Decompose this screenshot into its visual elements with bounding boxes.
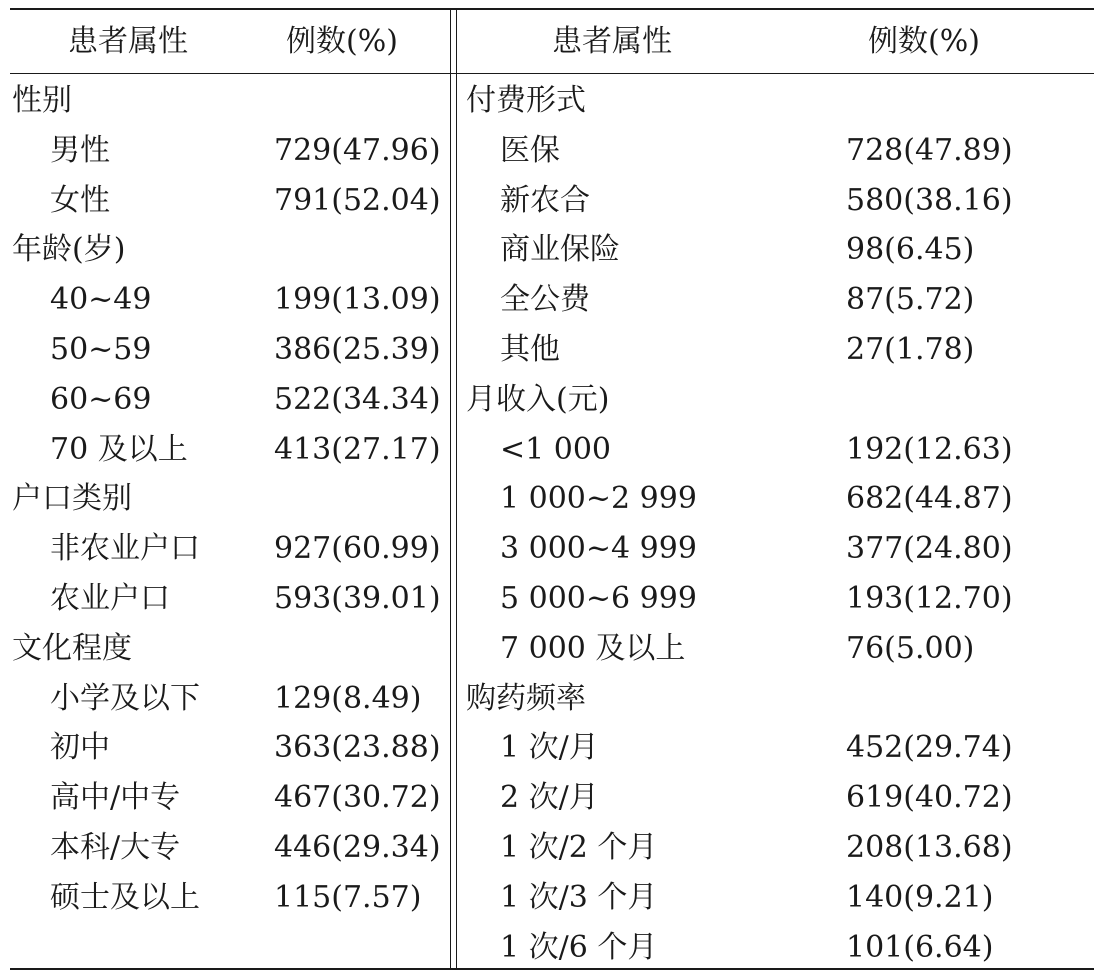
row-count-value: 192(12.63) — [846, 431, 1013, 467]
row-count-value: 452(29.74) — [846, 730, 1013, 766]
row-count-value: 446(29.34) — [274, 829, 441, 865]
row-count-value: 76(5.00) — [846, 630, 975, 666]
table-row — [10, 676, 450, 726]
table-category-row — [10, 476, 450, 526]
row-count-value: 728(47.89) — [846, 132, 1013, 168]
table-column-divider — [450, 8, 457, 970]
table-category-row — [10, 227, 450, 277]
table-category-row — [458, 377, 1094, 427]
row-label: 本科/大专 — [50, 829, 181, 865]
row-count-value: 522(34.34) — [274, 381, 441, 417]
table-row — [458, 128, 1094, 178]
row-label: 2 次/月 — [500, 780, 599, 816]
row-count-value: 199(13.09) — [274, 282, 441, 318]
row-label: 其他 — [500, 331, 560, 367]
table-row — [458, 427, 1094, 477]
table-row — [10, 178, 450, 228]
table-row — [458, 476, 1094, 526]
table-row — [458, 775, 1094, 825]
row-count-value: 115(7.57) — [274, 879, 422, 915]
row-label: 7 000 及以上 — [500, 630, 686, 666]
table-category-row — [10, 78, 450, 128]
row-count-value: 619(40.72) — [846, 780, 1013, 816]
row-count-value: 129(8.49) — [274, 680, 422, 716]
row-label: 1 次/月 — [500, 730, 599, 766]
row-count-value: 467(30.72) — [274, 780, 441, 816]
table-row — [458, 925, 1094, 975]
table-category-row — [10, 626, 450, 676]
table-row — [10, 725, 450, 775]
row-label: 女性 — [50, 182, 110, 218]
category-label: 月收入(元) — [466, 381, 610, 417]
row-count-value: 413(27.17) — [274, 431, 441, 467]
row-label: 3 000~4 999 — [500, 531, 697, 567]
row-label: 40~49 — [50, 282, 152, 318]
row-label: 1 000~2 999 — [500, 481, 697, 517]
table-row — [458, 327, 1094, 377]
table-row — [458, 227, 1094, 277]
row-label: 新农合 — [500, 182, 590, 218]
table-header-rule — [10, 73, 1094, 74]
row-label: 1 次/3 个月 — [500, 879, 658, 915]
table-top-rule — [10, 8, 1094, 10]
table-row — [458, 576, 1094, 626]
right-header-count: 例数(%) — [868, 24, 980, 59]
row-label: 农业户口 — [50, 580, 170, 616]
table-category-row — [458, 78, 1094, 128]
row-count-value: 386(25.39) — [274, 331, 441, 367]
right-header-row — [458, 20, 1094, 64]
row-label: 初中 — [50, 730, 110, 766]
row-label: 全公费 — [500, 282, 590, 318]
table-row — [10, 277, 450, 327]
row-label: 男性 — [50, 132, 110, 168]
row-label: <1 000 — [500, 431, 612, 467]
row-count-value: 729(47.96) — [274, 132, 441, 168]
patient-attributes-table — [10, 8, 1094, 970]
row-label: 50~59 — [50, 331, 152, 367]
row-count-value: 377(24.80) — [846, 531, 1013, 567]
row-count-value: 791(52.04) — [274, 182, 441, 218]
category-label: 付费形式 — [466, 83, 586, 118]
table-row — [10, 526, 450, 576]
left-header-row — [10, 20, 450, 64]
row-label: 1 次/6 个月 — [500, 929, 658, 965]
row-label: 60~69 — [50, 381, 152, 417]
row-count-value: 208(13.68) — [846, 829, 1013, 865]
row-label: 商业保险 — [500, 232, 620, 268]
row-count-value: 363(23.88) — [274, 730, 441, 766]
row-label: 小学及以下 — [50, 680, 200, 716]
row-label: 医保 — [500, 132, 560, 168]
category-label: 户口类别 — [12, 481, 132, 517]
table-row — [10, 875, 450, 925]
table-row — [10, 377, 450, 427]
row-label: 非农业户口 — [50, 531, 200, 567]
category-label: 性别 — [12, 83, 72, 118]
left-header-attribute: 患者属性 — [68, 24, 188, 59]
row-label: 5 000~6 999 — [500, 580, 697, 616]
left-rows — [10, 78, 450, 925]
table-row — [10, 327, 450, 377]
table-row — [458, 875, 1094, 925]
row-count-value: 593(39.01) — [274, 580, 441, 616]
row-count-value: 682(44.87) — [846, 481, 1013, 517]
table-row — [10, 128, 450, 178]
row-label: 1 次/2 个月 — [500, 829, 658, 865]
category-label: 文化程度 — [12, 630, 132, 666]
row-count-value: 193(12.70) — [846, 580, 1013, 616]
row-count-value: 87(5.72) — [846, 282, 975, 318]
row-label: 高中/中专 — [50, 780, 181, 816]
right-header-attribute: 患者属性 — [552, 24, 672, 59]
table-row — [458, 178, 1094, 228]
category-label: 年龄(岁) — [12, 232, 126, 268]
table-row — [458, 725, 1094, 775]
left-header-count: 例数(%) — [286, 24, 398, 59]
row-count-value: 140(9.21) — [846, 879, 994, 915]
table-row — [10, 576, 450, 626]
table-row — [458, 277, 1094, 327]
table-row — [458, 526, 1094, 576]
row-count-value: 101(6.64) — [846, 929, 994, 965]
table-category-row — [458, 676, 1094, 726]
table-row — [10, 775, 450, 825]
row-count-value: 27(1.78) — [846, 331, 975, 367]
table-row — [458, 626, 1094, 676]
row-label: 硕士及以上 — [50, 879, 200, 915]
table-row — [10, 825, 450, 875]
right-rows — [458, 78, 1094, 974]
row-count-value: 580(38.16) — [846, 182, 1013, 218]
row-count-value: 927(60.99) — [274, 531, 441, 567]
row-count-value: 98(6.45) — [846, 232, 975, 268]
row-label: 70 及以上 — [50, 431, 188, 467]
table-row — [10, 427, 450, 477]
category-label: 购药频率 — [466, 680, 586, 716]
table-row — [458, 825, 1094, 875]
